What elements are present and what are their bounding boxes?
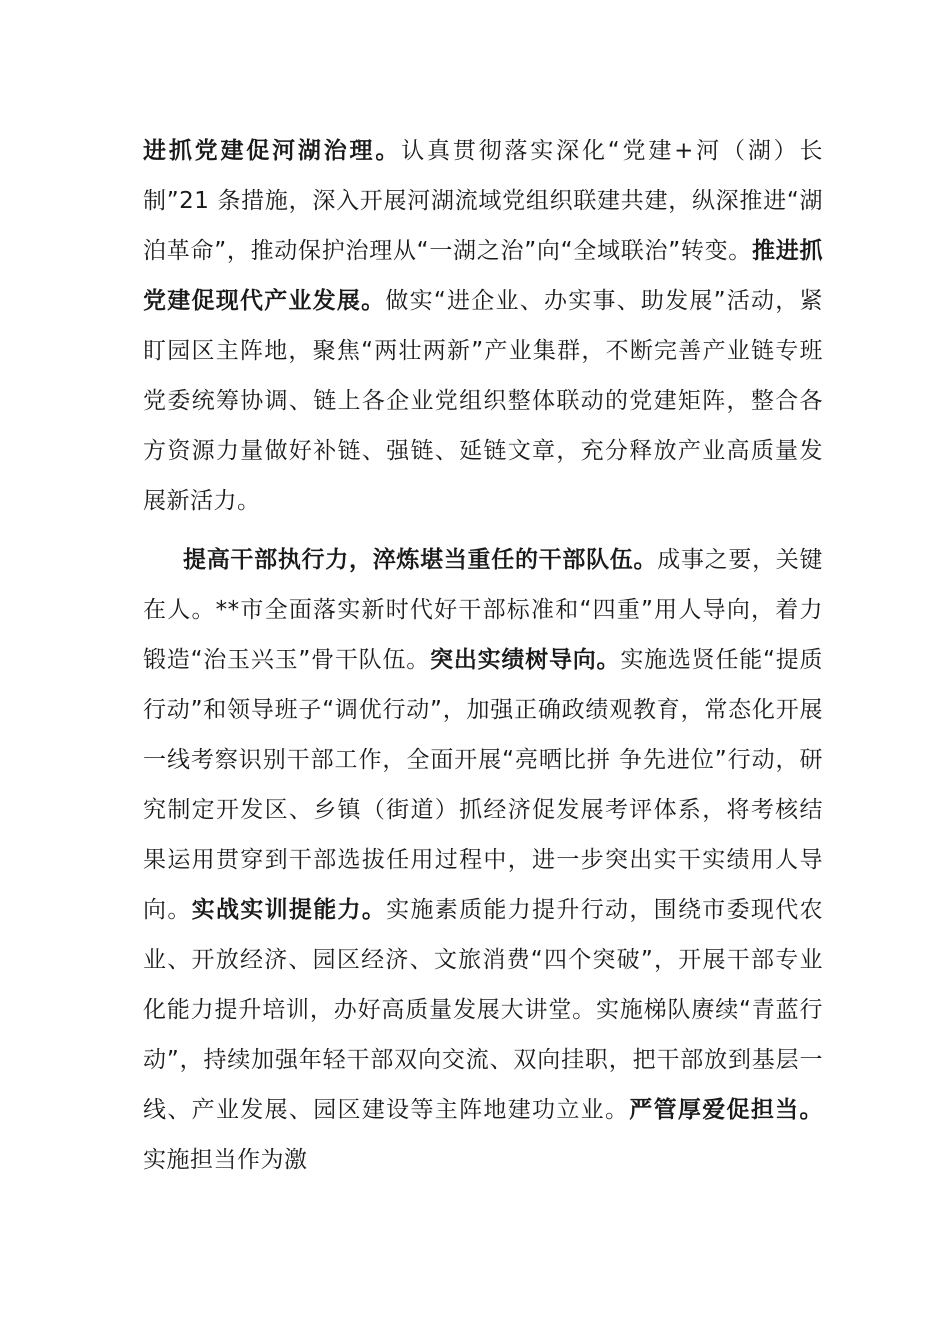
body-text: 做实“进企业、办实事、助发展”活动，紧盯园区主阵地，聚焦“两壮两新”产业集群，不断完善产业链专班党委统筹协调、链上各企业党组织整体联动的党建矩阵，整合各方资源力量做好补链、强链、延链文章，充分释放产业高质量发展新活力。	[143, 288, 824, 514]
heading-performance-orientation: 突出实绩树导向。	[430, 647, 621, 673]
heading-cadre-execution: 提高干部执行力，淬炼堪当重任的干部队伍。	[183, 547, 658, 573]
paragraph-cadre-team	[143, 535, 823, 1185]
paragraph-river-lake-governance	[143, 126, 823, 526]
heading-practical-training: 实战实训提能力。	[191, 897, 387, 923]
body-text: 认真贯彻落实深化“党建+河（湖）长制”21 条措施，深入开展河湖流域党组织联建共建，纵深推进“湖泊革命”，推动保护治理从“一湖之治”向“全域联治”转变。	[143, 138, 824, 264]
body-text: 实施担当作为激	[143, 1147, 308, 1173]
heading-strict-management: 严管厚爱促担当。	[629, 1097, 824, 1123]
body-text: 成事之要，关键在人。**市全面落实新时代好干部标准和“四重”用人导向，着力锻造“治玉兴玉”骨干队伍。	[143, 547, 824, 673]
body-text: 实施选贤任能“提质行动”和领导班子“调优行动”，加强正确政绩观教育，常态化开展一线考察识别干部工作，全面开展“亮晒比拼 争先进位”行动，研究制定开发区、乡镇（街道）抓经济促发展考评体系，将考核结果运用贯穿到干部选拔任用过程中，进一步突出实干实绩用人导向。	[143, 647, 823, 923]
body-text: 实施素质能力提升行动，围绕市委现代农业、开放经济、园区经济、文旅消费“四个突破”，开展干部专业化能力提升培训，办好高质量发展大讲堂。实施梯队赓续“青蓝行动”，持续加强年轻干部双向交流、双向挂职，把干部放到基层一线、产业发展、园区建设等主阵地建功立业。	[143, 897, 824, 1123]
heading-river-lake: 进抓党建促河湖治理。	[143, 138, 402, 164]
heading-modern-industry: 推进抓党建促现代产业发展。	[143, 238, 824, 314]
